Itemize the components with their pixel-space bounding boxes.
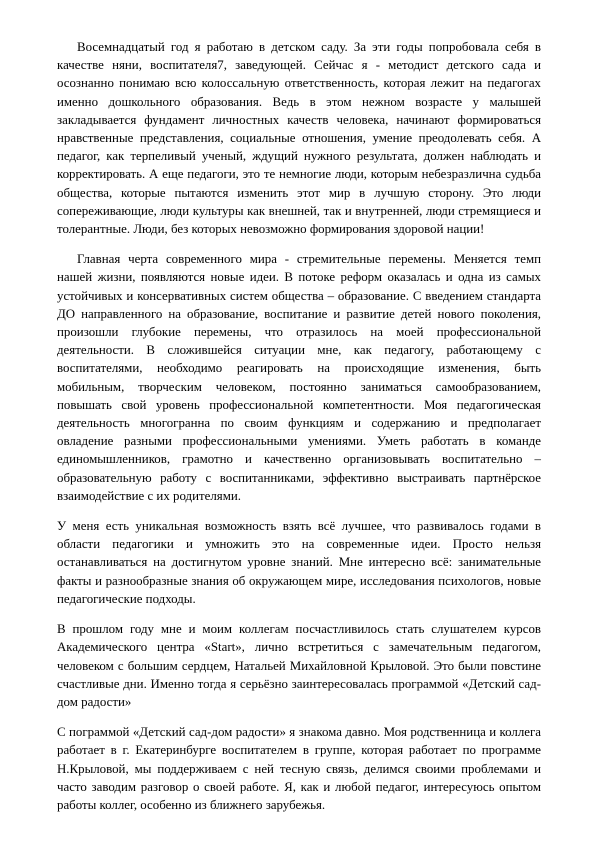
paragraph-intro: Восемнадцатый год я работаю в детском саду. За эти годы попробовала себя в качестве няни, воспитателя7, заведующей. Сейчас я - методист детского сада и осознанно понимаю всю колоссальную ответственность, которая лежит на педагогах именно дошкольного образования. Ведь в этом нежном возрасте у малышей закладывается фундамент личностных качеств человека, начинают формироваться нравственные представления, социальные отношения, умение преодолевать себя. А педагог, как терпеливый ученый, ждущий нужного результата, должен наблюдать и корректировать. А еще педагоги, это те немногие люди, которым небезразлична судьба общества, которые пытаются изменить этот мир в лучшую сторону. Это люди сопереживающие, люди культуры как внешней, так и внутренней, люди стремящиеся и толерантные. Люди, без которых невозможно формирования здоровой нации!: [57, 40, 541, 237]
paragraph-program: С пограммой «Детский сад-дом радости» я знакома давно. Моя родственница и коллега работает в г. Екатеринбурге воспитателем в группе, которая работает по программе Н.Крыловой, мы поддерживаем с ней тесную связь, делимся своими проблемами и часто заводим разговор о своей работе. Я, как и любой педагог, интересуюсь опытом работы коллег, особенно из ближнего зарубежья.: [57, 725, 541, 812]
paragraph-opportunity: У меня есть уникальная возможность взять всё лучшее, что развивалось годами в области педагогики и умножить это на современные идеи. Просто нельзя останавливаться на достигнутом уровне знаний. Мне интересно всё: занимательные факты и разнообразные знания об окружающем мире, исследования психологов, новые педагогические подходы.: [57, 519, 541, 606]
paragraph-changes: Главная черта современного мира - стремительные перемены. Меняется темп нашей жизни, появляются новые идеи. В потоке реформ оказалась и одна из самых устойчивых и консервативных систем общества – образование. С введением стандарта ДО направленного на образование, воспитание и развитие детей нового поколения, произошли глубокие перемены, что отразилось на моей профессиональной деятельности. В сложившейся ситуации мне, как педагогу, работающему с воспитателями, необходимо реагировать на происходящие изменения, быть мобильным, творческим человеком, постоянно заниматься самообразованием, повышать свой уровень профессиональной компетентности. Моя педагогическая деятельность многогранна по своим функциям и содержанию и предполагает овладение разными профессиональными умениями. Уметь работать в команде единомышленников, грамотно и качественно организовывать воспитательно – образовательную работу с воспитанниками, эффективно выстраивать партнёрское взаимодействие с их родителями.: [57, 252, 541, 503]
paragraph-courses: В прошлом году мне и моим коллегам посчастливилось стать слушателем курсов Академического центра «Start», лично встретиться с замечательным педагогом, человеком с большим сердцем, Натальей Михайловной Крыловой. Это были повстине счастливые дни. Именно тогда я серьёзно заинтересовалась программой «Детский сад-дом радости»: [57, 622, 541, 709]
document-body: [57, 38, 541, 826]
